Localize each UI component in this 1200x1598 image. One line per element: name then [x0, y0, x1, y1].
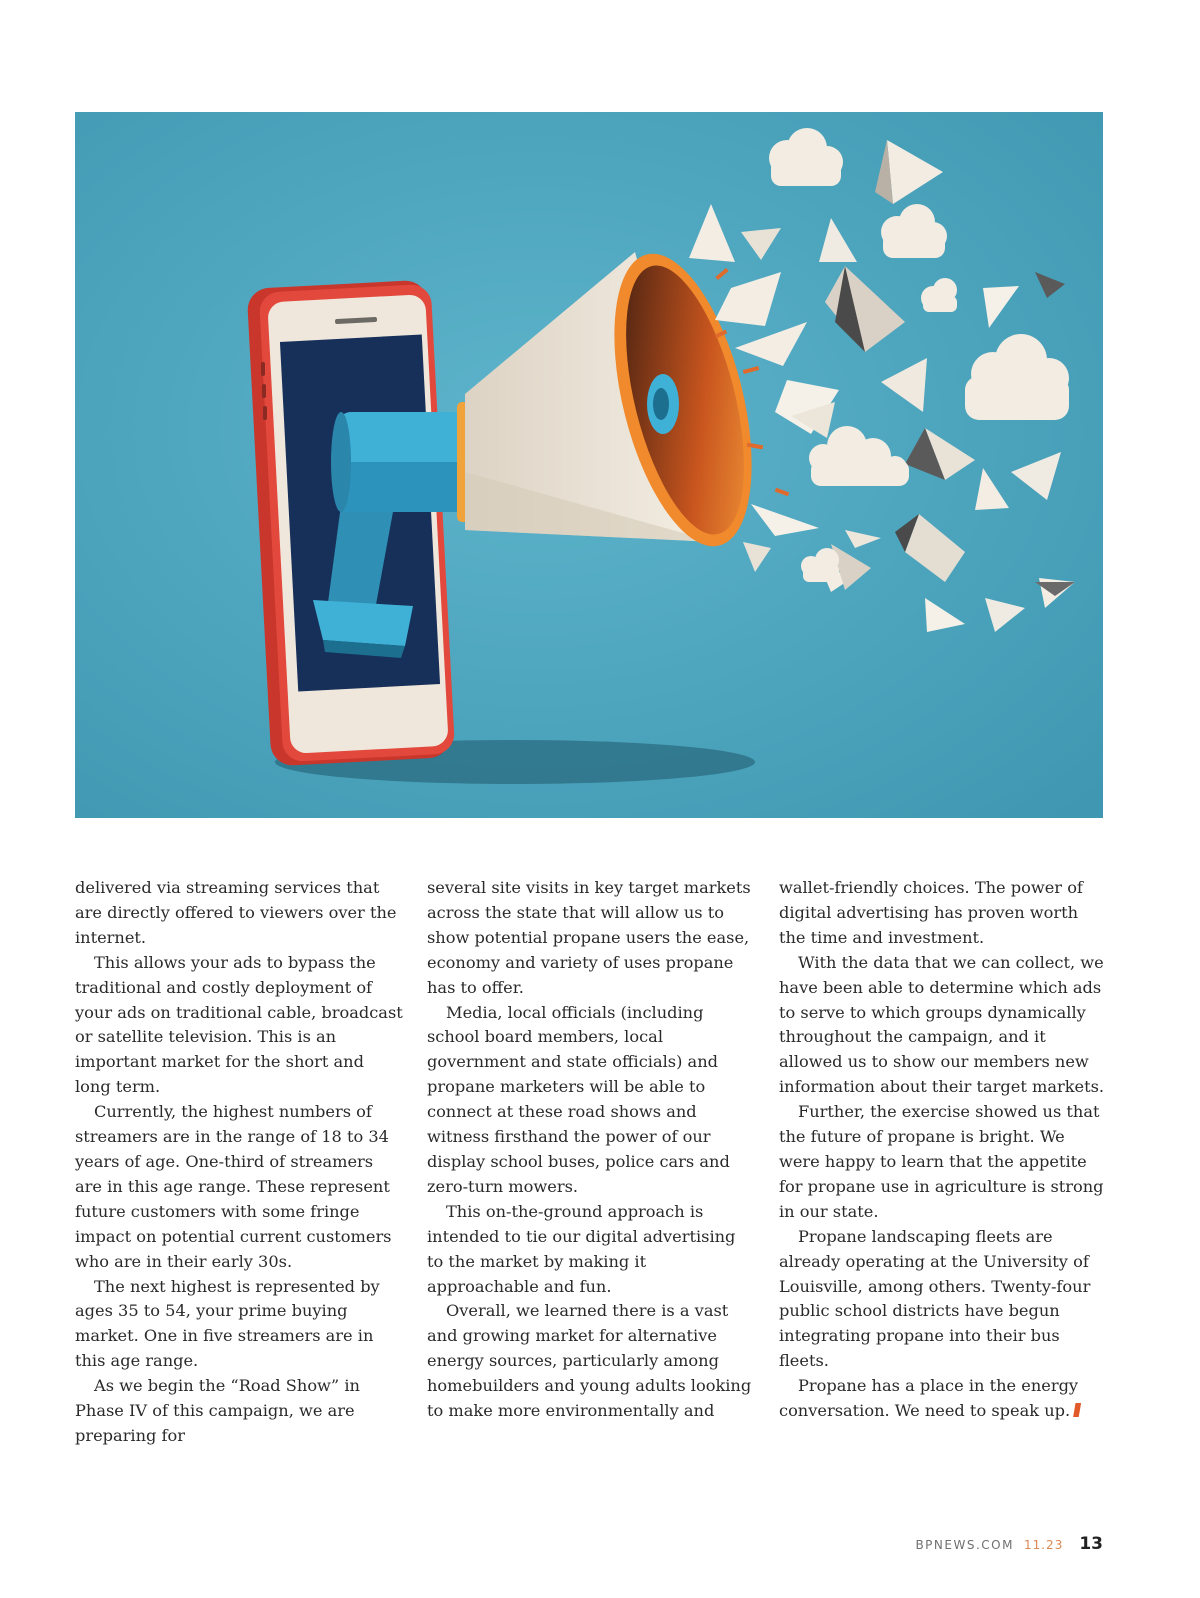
paragraph: Further, the exercise showed us that the future of propane is bright. We were happy to learn that the appetite for propane use in agriculture is strong in our state.: [779, 1102, 1104, 1221]
footer-site: BPNEWS.COM: [915, 1538, 1014, 1552]
paragraph-text: Propane has a place in the energy conversation. We need to speak up.: [779, 1376, 1079, 1421]
page-footer: [915, 1534, 1103, 1554]
closing-paragraph: [779, 1374, 1107, 1424]
paragraph: several site visits in key target markets across the state that will allow us to show potential propane users the ease, economy and variety of uses propane has to offer.: [427, 878, 751, 997]
paragraph: This allows your ads to bypass the traditional and costly deployment of your ads on traditional cable, broadcast or satellite television. This is an important market for the short and long term.: [75, 952, 403, 1097]
paragraph: Currently, the highest numbers of streamers are in the range of 18 to 34 years of age. One-third of streamers are in this age range. These represent future customers with some fringe impact on potential current customers who are in their early 30s.: [75, 1102, 392, 1271]
paragraph: With the data that we can collect, we have been able to determine which ads to serve to which groups dynamically throughout the campaign, and it allowed us to show our members new information about their target markets.: [779, 952, 1105, 1097]
article-column-3: [779, 876, 1107, 1424]
paragraph: Propane landscaping fleets are already operating at the University of Louisville, among others. Twenty-four public school districts have begun integrating propane into their bus fleets.: [779, 1226, 1091, 1371]
paragraph: The next highest is represented by ages 35 to 54, your prime buying market. One in five streamers are in this age range.: [75, 1276, 380, 1371]
article-column-1: [75, 876, 403, 1449]
paragraph: Overall, we learned there is a vast and growing market for alternative energy sources, particularly among homebuilders and young adults looking to make more environmentally and: [427, 1301, 752, 1421]
hero-illustration: [75, 112, 1103, 818]
end-of-article-mark-icon: [1073, 1403, 1081, 1417]
article-column-2: [427, 876, 755, 1424]
paragraph: Media, local officials (including school board members, local government and state officials) and propane marketers will be able to connect at these road shows and witness firsthand the power of our display school buses, police cars and zero-turn mowers.: [427, 1002, 730, 1196]
article-body: [75, 876, 1105, 1445]
paragraph: As we begin the “Road Show” in Phase IV of this campaign, we are preparing for: [75, 1376, 360, 1445]
paragraph: delivered via streaming services that are directly offered to viewers over the internet.: [75, 878, 397, 947]
footer-issue: 11.23: [1023, 1538, 1064, 1552]
megaphone-phone-illustration: [75, 112, 1103, 818]
paragraph: This on-the-ground approach is intended to tie our digital advertising to the market by making it approachable and fun.: [427, 1201, 736, 1296]
paragraph: wallet-friendly choices. The power of digital advertising has proven worth the time and investment.: [779, 878, 1083, 947]
page-number: 13: [1079, 1534, 1103, 1554]
